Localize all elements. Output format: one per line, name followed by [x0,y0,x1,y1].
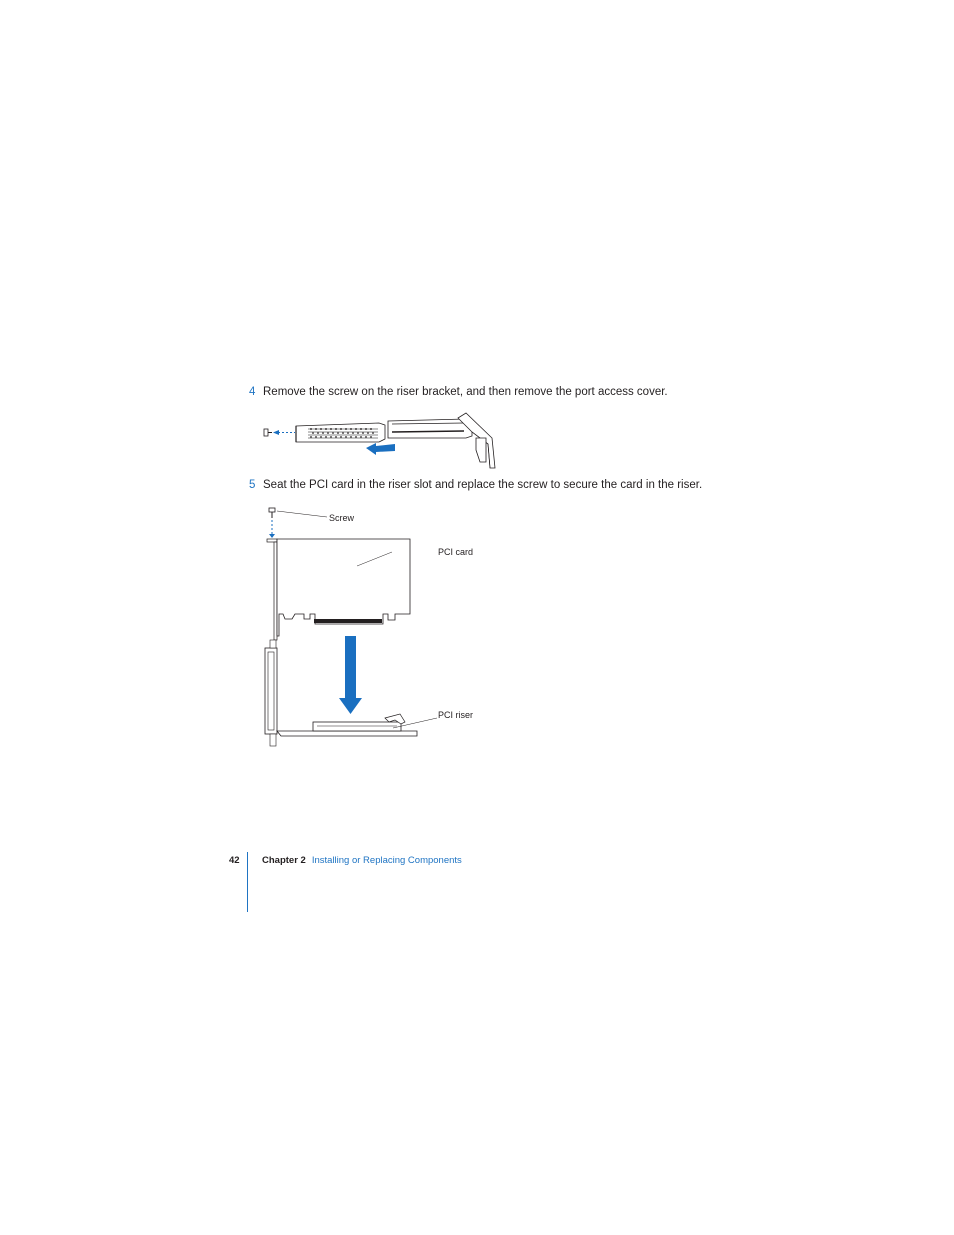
screw-icon [264,429,272,436]
pci-card-bracket [267,539,277,640]
screw-icon [269,508,275,518]
callout-pci-card: PCI card [438,547,474,557]
blue-arrow-icon [366,443,395,455]
riser-bracket [388,413,495,468]
dashed-arrow-icon [273,430,295,435]
chapter-label: Chapter 2 [262,855,306,866]
page-number: 42 [229,855,240,866]
step-number: 4 [249,386,256,398]
step-number: 5 [249,479,256,491]
pci-card [277,539,410,636]
footer-chapter [262,855,462,866]
chapter-title-link[interactable]: Installing or Replacing Components [311,855,462,866]
step-text: Seat the PCI card in the riser slot and replace the screw to secure the card in the riser. [263,479,703,491]
riser-bracket-illustration [258,410,503,472]
step-5 [249,478,702,492]
blue-down-arrow-icon [339,636,362,714]
step-text: Remove the screw on the riser bracket, and then remove the port access cover. [263,386,668,398]
callout-pci-riser: PCI riser [438,710,474,720]
dashed-arrow-icon [269,534,275,538]
pci-riser [265,640,417,746]
port-access-cover [296,423,385,442]
footer-divider [247,852,248,912]
step-4 [249,385,668,399]
callout-screw: Screw [329,513,355,523]
